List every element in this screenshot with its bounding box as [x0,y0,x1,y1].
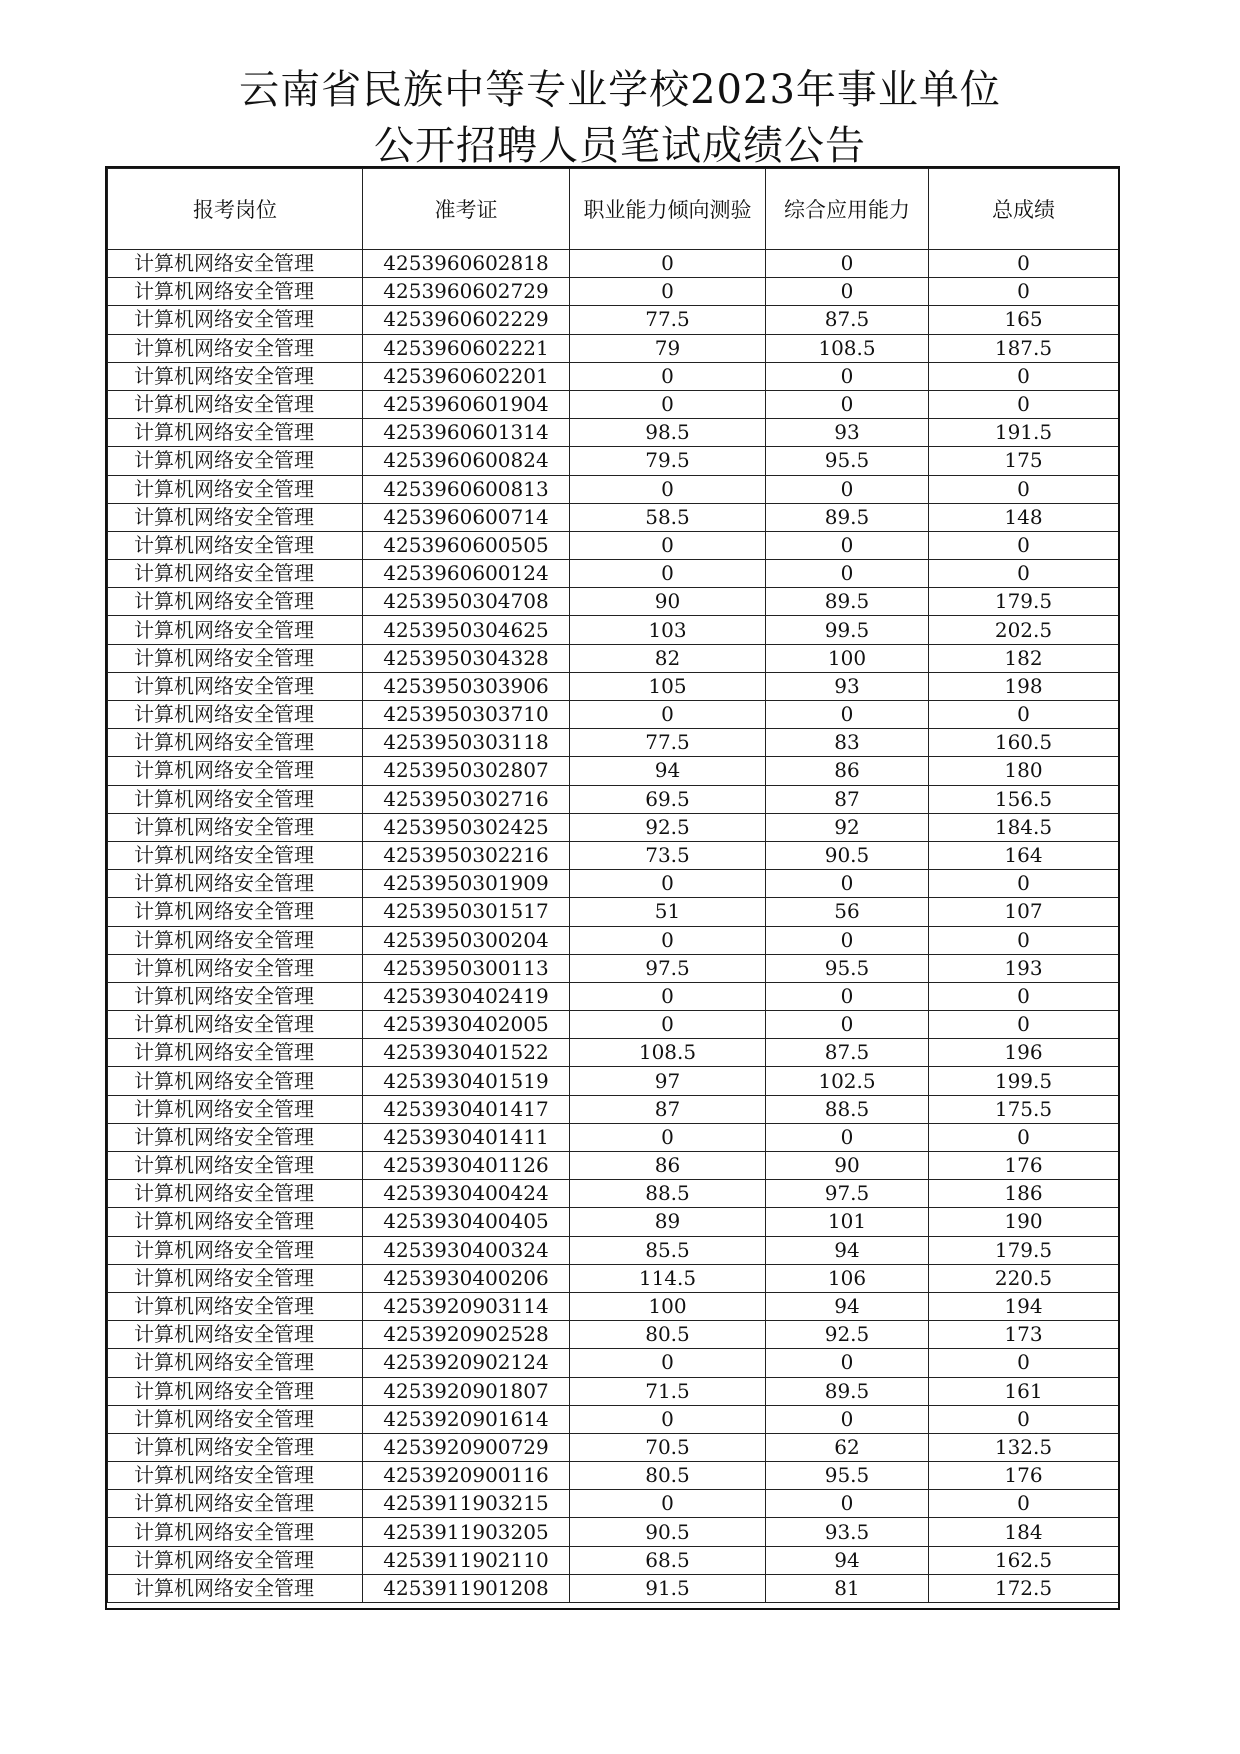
cell-exam-id: 4253960600824 [363,447,570,475]
cell-exam-id: 4253950302807 [363,757,570,785]
cell-position: 计算机网络安全管理 [108,729,363,757]
cell-position: 计算机网络安全管理 [108,1518,363,1546]
cell-position: 计算机网络安全管理 [108,1095,363,1123]
cell-applied-score: 89.5 [766,588,929,616]
cell-applied-score: 95.5 [766,954,929,982]
cell-applied-score: 95.5 [766,447,929,475]
cell-total-score: 176 [929,1462,1119,1490]
cell-position: 计算机网络安全管理 [108,1236,363,1264]
cell-exam-id: 4253950300113 [363,954,570,982]
cell-aptitude-score: 90.5 [570,1518,766,1546]
cell-applied-score: 101 [766,1208,929,1236]
cell-total-score: 182 [929,644,1119,672]
cell-aptitude-score: 87 [570,1095,766,1123]
table-row [108,1349,1119,1377]
cell-aptitude-score: 100 [570,1292,766,1320]
table-row [108,672,1119,700]
cell-aptitude-score: 0 [570,250,766,278]
cell-applied-score: 93.5 [766,1518,929,1546]
cell-exam-id: 4253920901807 [363,1377,570,1405]
title-line-1: 云南省民族中等专业学校2023年事业单位 [239,67,1001,113]
table-row [108,447,1119,475]
cell-position: 计算机网络安全管理 [108,334,363,362]
cell-aptitude-score: 105 [570,672,766,700]
cell-position: 计算机网络安全管理 [108,531,363,559]
cell-position: 计算机网络安全管理 [108,1039,363,1067]
header-total-score: 总成绩 [929,169,1119,250]
cell-aptitude-score: 58.5 [570,503,766,531]
cell-exam-id: 4253930400405 [363,1208,570,1236]
cell-total-score: 202.5 [929,616,1119,644]
cell-position: 计算机网络安全管理 [108,1490,363,1518]
cell-total-score: 0 [929,531,1119,559]
cell-total-score: 193 [929,954,1119,982]
cell-exam-id: 4253930402005 [363,1011,570,1039]
table-row [108,1546,1119,1574]
cell-position: 计算机网络安全管理 [108,870,363,898]
cell-aptitude-score: 51 [570,898,766,926]
cell-position: 计算机网络安全管理 [108,701,363,729]
cell-applied-score: 94 [766,1236,929,1264]
cell-applied-score: 87.5 [766,1039,929,1067]
cell-total-score: 0 [929,1123,1119,1151]
cell-applied-score: 0 [766,1123,929,1151]
cell-aptitude-score: 0 [570,475,766,503]
cell-applied-score: 81 [766,1574,929,1602]
table-row [108,1321,1119,1349]
cell-position: 计算机网络安全管理 [108,390,363,418]
cell-exam-id: 4253911901208 [363,1574,570,1602]
cell-total-score: 176 [929,1152,1119,1180]
table-row [108,644,1119,672]
cell-exam-id: 4253911903205 [363,1518,570,1546]
table-row [108,841,1119,869]
cell-aptitude-score: 68.5 [570,1546,766,1574]
cell-aptitude-score: 85.5 [570,1236,766,1264]
cell-aptitude-score: 103 [570,616,766,644]
cell-aptitude-score: 0 [570,1349,766,1377]
cell-position: 计算机网络安全管理 [108,616,363,644]
cell-applied-score: 83 [766,729,929,757]
cell-position: 计算机网络安全管理 [108,644,363,672]
table-row [108,1377,1119,1405]
cell-position: 计算机网络安全管理 [108,785,363,813]
cell-total-score: 0 [929,870,1119,898]
cell-aptitude-score: 80.5 [570,1321,766,1349]
cell-total-score: 107 [929,898,1119,926]
cell-applied-score: 87.5 [766,306,929,334]
cell-exam-id: 4253960600124 [363,560,570,588]
cell-total-score: 172.5 [929,1574,1119,1602]
cell-total-score: 179.5 [929,588,1119,616]
cell-position: 计算机网络安全管理 [108,982,363,1010]
table-row [108,785,1119,813]
cell-position: 计算机网络安全管理 [108,1349,363,1377]
cell-total-score: 0 [929,1011,1119,1039]
cell-aptitude-score: 73.5 [570,841,766,869]
cell-exam-id: 4253950304625 [363,616,570,644]
table-row [108,701,1119,729]
table-row [108,390,1119,418]
cell-applied-score: 0 [766,701,929,729]
table-row [108,870,1119,898]
table-row [108,954,1119,982]
cell-aptitude-score: 89 [570,1208,766,1236]
cell-aptitude-score: 70.5 [570,1433,766,1461]
cell-position: 计算机网络安全管理 [108,1152,363,1180]
cell-exam-id: 4253950304328 [363,644,570,672]
cell-exam-id: 4253920900729 [363,1433,570,1461]
cell-exam-id: 4253930400324 [363,1236,570,1264]
cell-exam-id: 4253950302716 [363,785,570,813]
table-row [108,1123,1119,1151]
header-aptitude-test: 职业能力倾向测验 [570,169,766,250]
cell-aptitude-score: 97.5 [570,954,766,982]
table-row [108,419,1119,447]
table-row [108,1518,1119,1546]
cell-position: 计算机网络安全管理 [108,475,363,503]
table-row [108,560,1119,588]
cell-aptitude-score: 90 [570,588,766,616]
cell-aptitude-score: 82 [570,644,766,672]
cell-applied-score: 93 [766,419,929,447]
cell-total-score: 196 [929,1039,1119,1067]
table-header-row [108,169,1119,250]
cell-applied-score: 90 [766,1152,929,1180]
table-row [108,1433,1119,1461]
table-row [108,503,1119,531]
cell-position: 计算机网络安全管理 [108,278,363,306]
cell-aptitude-score: 98.5 [570,419,766,447]
cell-aptitude-score: 114.5 [570,1264,766,1292]
cell-total-score: 161 [929,1377,1119,1405]
cell-aptitude-score: 0 [570,982,766,1010]
table-row [108,306,1119,334]
table-body [108,250,1119,1603]
cell-exam-id: 4253950303118 [363,729,570,757]
cell-aptitude-score: 79.5 [570,447,766,475]
cell-position: 计算机网络安全管理 [108,898,363,926]
table-row [108,531,1119,559]
table-row [108,898,1119,926]
cell-applied-score: 87 [766,785,929,813]
table-row [108,362,1119,390]
cell-exam-id: 4253950301517 [363,898,570,926]
cell-exam-id: 4253960600714 [363,503,570,531]
title-line-2: 公开招聘人员笔试成绩公告 [374,123,866,169]
cell-applied-score: 0 [766,560,929,588]
cell-aptitude-score: 79 [570,334,766,362]
cell-aptitude-score: 0 [570,390,766,418]
cell-exam-id: 4253920903114 [363,1292,570,1320]
cell-total-score: 199.5 [929,1067,1119,1095]
cell-applied-score: 90.5 [766,841,929,869]
header-exam-id: 准考证 [363,169,570,250]
cell-aptitude-score: 69.5 [570,785,766,813]
cell-position: 计算机网络安全管理 [108,1405,363,1433]
cell-total-score: 0 [929,560,1119,588]
cell-exam-id: 4253960601314 [363,419,570,447]
cell-position: 计算机网络安全管理 [108,1208,363,1236]
table-row [108,1152,1119,1180]
cell-applied-score: 92 [766,813,929,841]
cell-exam-id: 4253960602201 [363,362,570,390]
cell-exam-id: 4253920902528 [363,1321,570,1349]
cell-exam-id: 4253930401417 [363,1095,570,1123]
cell-total-score: 0 [929,362,1119,390]
cell-exam-id: 4253930401519 [363,1067,570,1095]
cell-exam-id: 4253920902124 [363,1349,570,1377]
cell-aptitude-score: 0 [570,870,766,898]
cell-exam-id: 4253960602229 [363,306,570,334]
table-row [108,1574,1119,1602]
cell-exam-id: 4253960602221 [363,334,570,362]
table-row [108,475,1119,503]
cell-applied-score: 97.5 [766,1180,929,1208]
cell-total-score: 187.5 [929,334,1119,362]
table-row [108,250,1119,278]
cell-applied-score: 89.5 [766,1377,929,1405]
cell-position: 计算机网络安全管理 [108,841,363,869]
cell-aptitude-score: 0 [570,278,766,306]
table-row [108,926,1119,954]
cell-position: 计算机网络安全管理 [108,362,363,390]
cell-exam-id: 4253950300204 [363,926,570,954]
cell-total-score: 198 [929,672,1119,700]
cell-exam-id: 4253960602729 [363,278,570,306]
cell-position: 计算机网络安全管理 [108,757,363,785]
cell-applied-score: 94 [766,1292,929,1320]
cell-exam-id: 4253930400424 [363,1180,570,1208]
cell-aptitude-score: 94 [570,757,766,785]
cell-aptitude-score: 77.5 [570,729,766,757]
cell-applied-score: 0 [766,870,929,898]
cell-applied-score: 0 [766,982,929,1010]
cell-applied-score: 88.5 [766,1095,929,1123]
cell-position: 计算机网络安全管理 [108,306,363,334]
cell-applied-score: 0 [766,475,929,503]
table-row [108,1490,1119,1518]
cell-position: 计算机网络安全管理 [108,926,363,954]
cell-total-score: 0 [929,475,1119,503]
cell-aptitude-score: 0 [570,1123,766,1151]
cell-position: 计算机网络安全管理 [108,1067,363,1095]
cell-exam-id: 4253960600813 [363,475,570,503]
cell-aptitude-score: 0 [570,926,766,954]
table-row [108,1095,1119,1123]
cell-applied-score: 100 [766,644,929,672]
cell-aptitude-score: 0 [570,560,766,588]
cell-exam-id: 4253930401411 [363,1123,570,1151]
cell-applied-score: 102.5 [766,1067,929,1095]
cell-exam-id: 4253950303906 [363,672,570,700]
table-row [108,1039,1119,1067]
cell-position: 计算机网络安全管理 [108,560,363,588]
cell-position: 计算机网络安全管理 [108,503,363,531]
cell-aptitude-score: 80.5 [570,1462,766,1490]
cell-exam-id: 4253930402419 [363,982,570,1010]
cell-exam-id: 4253960601904 [363,390,570,418]
cell-total-score: 194 [929,1292,1119,1320]
cell-applied-score: 56 [766,898,929,926]
cell-exam-id: 4253920900116 [363,1462,570,1490]
cell-total-score: 0 [929,982,1119,1010]
cell-position: 计算机网络安全管理 [108,1011,363,1039]
cell-aptitude-score: 108.5 [570,1039,766,1067]
cell-total-score: 184.5 [929,813,1119,841]
cell-applied-score: 0 [766,390,929,418]
cell-exam-id: 4253930401126 [363,1152,570,1180]
cell-total-score: 190 [929,1208,1119,1236]
cell-exam-id: 4253960600505 [363,531,570,559]
cell-exam-id: 4253960602818 [363,250,570,278]
table-row [108,982,1119,1010]
cell-total-score: 179.5 [929,1236,1119,1264]
scores-table [107,168,1119,1603]
cell-position: 计算机网络安全管理 [108,1433,363,1461]
header-position: 报考岗位 [108,169,363,250]
cell-position: 计算机网络安全管理 [108,250,363,278]
cell-total-score: 0 [929,1405,1119,1433]
cell-total-score: 164 [929,841,1119,869]
table-row [108,1405,1119,1433]
cell-applied-score: 0 [766,926,929,954]
cell-position: 计算机网络安全管理 [108,1574,363,1602]
table-row [108,588,1119,616]
cell-total-score: 186 [929,1180,1119,1208]
cell-total-score: 0 [929,390,1119,418]
page-title [0,62,1240,174]
cell-applied-score: 0 [766,1349,929,1377]
cell-position: 计算机网络安全管理 [108,1377,363,1405]
cell-applied-score: 0 [766,1490,929,1518]
cell-position: 计算机网络安全管理 [108,1123,363,1151]
cell-aptitude-score: 0 [570,1405,766,1433]
cell-applied-score: 0 [766,362,929,390]
cell-exam-id: 4253930400206 [363,1264,570,1292]
cell-total-score: 184 [929,1518,1119,1546]
cell-total-score: 175.5 [929,1095,1119,1123]
cell-applied-score: 0 [766,531,929,559]
cell-exam-id: 4253950301909 [363,870,570,898]
cell-total-score: 220.5 [929,1264,1119,1292]
cell-exam-id: 4253950302216 [363,841,570,869]
cell-total-score: 0 [929,701,1119,729]
cell-total-score: 0 [929,278,1119,306]
table-row [108,1236,1119,1264]
cell-exam-id: 4253950303710 [363,701,570,729]
cell-applied-score: 93 [766,672,929,700]
cell-total-score: 165 [929,306,1119,334]
cell-position: 计算机网络安全管理 [108,447,363,475]
cell-total-score: 173 [929,1321,1119,1349]
cell-position: 计算机网络安全管理 [108,1321,363,1349]
cell-total-score: 175 [929,447,1119,475]
cell-aptitude-score: 0 [570,1011,766,1039]
table-row [108,1264,1119,1292]
header-applied-ability: 综合应用能力 [766,169,929,250]
table-row [108,1208,1119,1236]
cell-aptitude-score: 92.5 [570,813,766,841]
cell-applied-score: 94 [766,1546,929,1574]
cell-position: 计算机网络安全管理 [108,813,363,841]
cell-aptitude-score: 0 [570,531,766,559]
table-row [108,729,1119,757]
table-row [108,813,1119,841]
cell-position: 计算机网络安全管理 [108,1264,363,1292]
cell-applied-score: 99.5 [766,616,929,644]
table-row [108,1180,1119,1208]
cell-aptitude-score: 91.5 [570,1574,766,1602]
cell-total-score: 0 [929,250,1119,278]
cell-position: 计算机网络安全管理 [108,1292,363,1320]
cell-total-score: 160.5 [929,729,1119,757]
table-row [108,1292,1119,1320]
cell-position: 计算机网络安全管理 [108,672,363,700]
cell-total-score: 132.5 [929,1433,1119,1461]
cell-exam-id: 4253950304708 [363,588,570,616]
cell-exam-id: 4253911903215 [363,1490,570,1518]
cell-position: 计算机网络安全管理 [108,1546,363,1574]
cell-aptitude-score: 77.5 [570,306,766,334]
table-row [108,1067,1119,1095]
cell-total-score: 162.5 [929,1546,1119,1574]
cell-applied-score: 0 [766,278,929,306]
cell-applied-score: 89.5 [766,503,929,531]
cell-aptitude-score: 86 [570,1152,766,1180]
cell-position: 计算机网络安全管理 [108,419,363,447]
cell-aptitude-score: 0 [570,1490,766,1518]
cell-aptitude-score: 97 [570,1067,766,1095]
cell-aptitude-score: 88.5 [570,1180,766,1208]
cell-applied-score: 0 [766,250,929,278]
cell-position: 计算机网络安全管理 [108,1180,363,1208]
cell-position: 计算机网络安全管理 [108,954,363,982]
cell-applied-score: 62 [766,1433,929,1461]
cell-exam-id: 4253920901614 [363,1405,570,1433]
table-row [108,334,1119,362]
table-row [108,757,1119,785]
cell-exam-id: 4253930401522 [363,1039,570,1067]
cell-total-score: 180 [929,757,1119,785]
cell-applied-score: 0 [766,1011,929,1039]
cell-applied-score: 106 [766,1264,929,1292]
table-row [108,1011,1119,1039]
cell-total-score: 0 [929,1490,1119,1518]
cell-total-score: 148 [929,503,1119,531]
cell-position: 计算机网络安全管理 [108,1462,363,1490]
cell-aptitude-score: 71.5 [570,1377,766,1405]
cell-exam-id: 4253950302425 [363,813,570,841]
cell-aptitude-score: 0 [570,701,766,729]
cell-applied-score: 92.5 [766,1321,929,1349]
cell-total-score: 191.5 [929,419,1119,447]
cell-applied-score: 108.5 [766,334,929,362]
cell-exam-id: 4253911902110 [363,1546,570,1574]
cell-total-score: 156.5 [929,785,1119,813]
cell-applied-score: 0 [766,1405,929,1433]
cell-aptitude-score: 0 [570,362,766,390]
table-row [108,616,1119,644]
table-row [108,278,1119,306]
cell-applied-score: 86 [766,757,929,785]
cell-applied-score: 95.5 [766,1462,929,1490]
table-row [108,1462,1119,1490]
cell-total-score: 0 [929,1349,1119,1377]
cell-total-score: 0 [929,926,1119,954]
cell-position: 计算机网络安全管理 [108,588,363,616]
